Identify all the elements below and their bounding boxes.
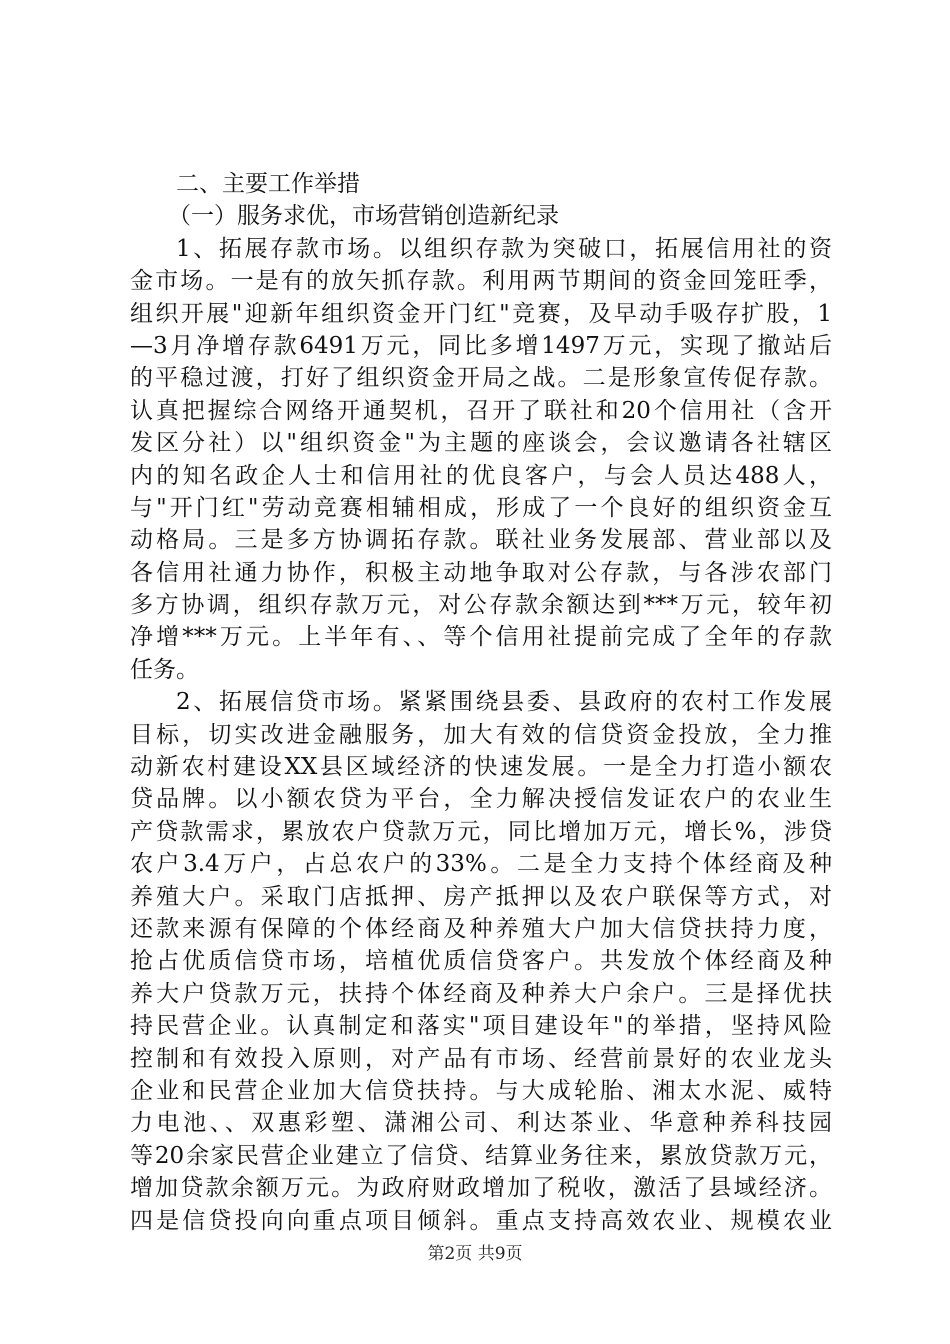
paragraph-line: 控制和有效投入原则，对产品有市场、经营前景好的农业龙头 <box>130 1045 832 1072</box>
paragraph-line: 还款来源有保障的个体经商及种养殖大户加大信贷扶持力度， <box>130 915 832 942</box>
page-number-footer: 第2页 共9页 <box>427 1244 523 1264</box>
paragraph-line: 等20余家民营企业建立了信贷、结算业务往来，累放贷款万元， <box>130 1142 832 1169</box>
paragraph-line: 贷品牌。以小额农贷为平台，全力解决授信发证农户的农业生 <box>130 786 832 813</box>
paragraph-line: 任务。 <box>130 656 199 683</box>
paragraph-line: 2、拓展信贷市场。紧紧围绕县委、县政府的农村工作发展 <box>176 689 832 716</box>
paragraph-line: 组织开展"迎新年组织资金开门红"竞赛，及早动手吸存扩股，1 <box>130 300 832 327</box>
paragraph-line: 认真把握综合网络开通契机，召开了联社和20个信用社（含开 <box>130 397 832 424</box>
paragraph-line: 产贷款需求，累放农户贷款万元，同比增加万元，增长%，涉贷 <box>130 818 832 845</box>
paragraph-line: 动新农村建设XX县区域经济的快速发展。一是全力打造小额农 <box>130 754 832 781</box>
paragraph-line: 养大户贷款万元，扶持个体经商及种养大户余户。三是择优扶 <box>130 980 832 1007</box>
paragraph-line: 抢占优质信贷市场，培植优质信贷客户。共发放个体经商及种 <box>130 948 832 975</box>
paragraph-line: 养殖大户。采取门店抵押、房产抵押以及农户联保等方式，对 <box>130 883 832 910</box>
paragraph-line: 内的知名政企人士和信用社的优良客户，与会人员达488人， <box>130 462 832 489</box>
paragraph-line: 与"开门红"劳动竞赛相辅相成，形成了一个良好的组织资金互 <box>130 494 832 521</box>
paragraph-line: 金市场。一是有的放矢抓存款。利用两节期间的资金回笼旺季， <box>130 268 832 295</box>
paragraph-line: 多方协调，组织存款万元，对公存款余额达到***万元，较年初 <box>130 592 832 619</box>
paragraph-line: 的平稳过渡，打好了组织资金开局之战。二是形象宣传促存款。 <box>130 365 832 392</box>
paragraph-line: 净增***万元。上半年有、、等个信用社提前完成了全年的存款 <box>130 624 832 651</box>
paragraph-line: —3月净增存款6491万元，同比多增1497万元，实现了撤站后 <box>130 332 832 359</box>
paragraph-line: 发区分社）以"组织资金"为主题的座谈会，会议邀请各社辖区 <box>130 430 832 457</box>
paragraph-line: 各信用社通力协作，积极主动地争取对公存款，与各涉农部门 <box>130 559 832 586</box>
paragraph-line: 增加贷款余额万元。为政府财政增加了税收，激活了县域经济。 <box>130 1175 832 1202</box>
section-heading: 二、主要工作举措 <box>176 171 360 197</box>
paragraph-line: 企业和民营企业加大信贷扶持。与大成轮胎、湘太水泥、威特 <box>130 1077 832 1104</box>
document-body <box>130 168 832 1237</box>
subsection-heading: （一）服务求优，市场营销创造新纪录 <box>168 203 559 230</box>
paragraph-line: 农户3.4万户，占总农户的33%。二是全力支持个体经商及种 <box>130 851 832 878</box>
paragraph-line: 目标，切实改进金融服务，加大有效的信贷资金投放，全力推 <box>130 721 832 748</box>
paragraph-line: 四是信贷投向向重点项目倾斜。重点支持高效农业、规模农业 <box>130 1207 832 1234</box>
paragraph-line: 1、拓展存款市场。以组织存款为突破口，拓展信用社的资 <box>176 235 832 262</box>
paragraph-line: 持民营企业。认真制定和落实"项目建设年"的举措，坚持风险 <box>130 1013 832 1040</box>
paragraph-line: 动格局。三是多方协调拓存款。联社业务发展部、营业部以及 <box>130 527 832 554</box>
paragraph-line: 力电池、、双惠彩塑、潇湘公司、利达茶业、华意种养科技园 <box>130 1110 832 1137</box>
